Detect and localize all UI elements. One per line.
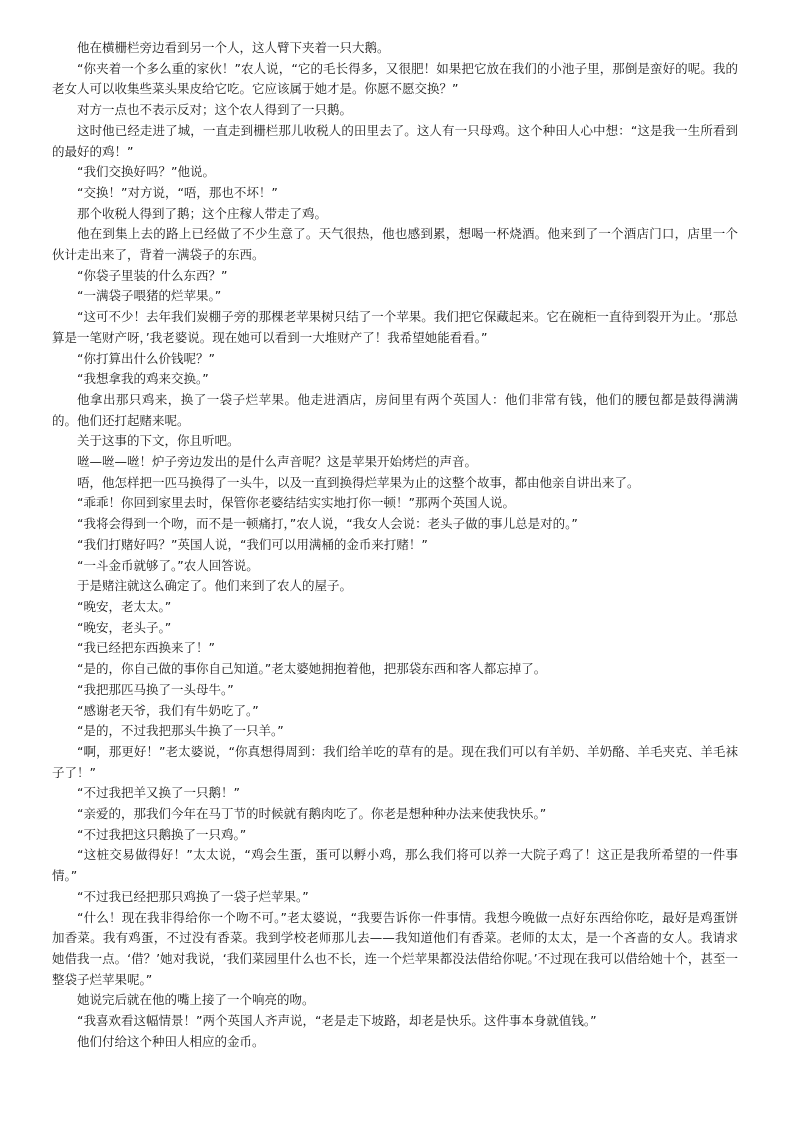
paragraph: 对方一点也不表示反对；这个农人得到了一只鹅。 xyxy=(77,102,353,118)
paragraph: “乖乖！你回到家里去时，保管你老婆结结实实地打你一顿！”那两个英国人说。 xyxy=(77,495,515,511)
paragraph: “不过我把这只鹅换了一只鸡。” xyxy=(77,826,247,842)
paragraph: “晚安，老头子。” xyxy=(77,619,172,635)
paragraph: “我已经把东西换来了！” xyxy=(77,640,215,656)
paragraph: “你袋子里装的什么东西？” xyxy=(77,267,228,283)
paragraph: “晚安，老太太。” xyxy=(77,598,172,614)
paragraph: 那个收税人得到了鹅；这个庄稼人带走了鸡。 xyxy=(77,205,328,221)
paragraph: “我把那匹马换了一头母牛。” xyxy=(77,681,234,697)
paragraph: “我将会得到一个吻，而不是一顿痛打，”农人说，“我女人会说：老头子做的事儿总是对的。” xyxy=(77,516,578,532)
paragraph: 唔，他怎样把一匹马换得了一头牛，以及一直到换得烂苹果为止的这整个故事，都由他亲自讲出来了。 xyxy=(77,474,640,490)
paragraph: 关于这事的下文，你且听吧。 xyxy=(77,433,240,449)
paragraph: “不过我把羊又换了一只鹅！” xyxy=(77,785,240,801)
paragraph: 这时他已经走进了城，一直走到栅栏那儿收税人的田里去了。这人有一只母鸡。这个种田人心中想：“这是我一生所看到的最好的鸡！” xyxy=(52,122,738,159)
paragraph: 他在横栅栏旁边看到另一个人，这人臂下夹着一只大鹅。 xyxy=(77,40,390,55)
paragraph: “不过我已经把那只鸡换了一袋子烂苹果。” xyxy=(77,888,309,904)
paragraph: 咝—咝—咝！炉子旁边发出的是什么声音呢？这是苹果开始烤烂的声音。 xyxy=(77,454,478,470)
paragraph: “我想拿我的鸡来交换。” xyxy=(77,371,209,387)
paragraph: “一斗金币就够了。”农人回答说。 xyxy=(77,557,259,573)
paragraph: “这可不少！去年我们炭棚子旁的那棵老苹果树只结了一个苹果。我们把它保藏起来。它在碗柜一直待到裂开为止。‘那总算是一笔财产呀，’我老婆说。现在她可以看到一大堆财产了！我希望她能看看。” xyxy=(52,309,738,345)
paragraph: 他拿出那只鸡来，换了一袋子烂苹果。他走进酒店，房间里有两个英国人：他们非常有钱，他们的腰包都是鼓得满满的。他们还打起赌来呢。 xyxy=(52,391,738,428)
paragraph: “什么！现在我非得给你一个吻不可。”老太婆说，“我要告诉你一件事情。我想今晚做一点好东西给你吃，最好是鸡蛋饼加香菜。我有鸡蛋，不过没有香菜。我到学校老师那儿去——我知道他们有香菜。老师的太太，是一个吝啬的女人。我请求她借我一点。‘借？’她对我说，‘我们菜园里什么也不长，连一个烂苹果都没法借给你呢。’不过现在我可以借给她十个，甚至一整袋子烂苹果呢。” xyxy=(52,909,738,987)
paragraph: “一满袋子喂猪的烂苹果。” xyxy=(77,288,222,304)
paragraph: “你打算出什么价钱呢？” xyxy=(77,350,215,366)
paragraph: “是的，不过我把那头牛换了一只羊。” xyxy=(77,723,284,739)
paragraph: 她说完后就在他的嘴上接了一个响亮的吻。 xyxy=(77,992,315,1008)
paragraph: “啊，那更好！”老太婆说，“你真想得周到：我们给羊吃的草有的是。现在我们可以有羊奶、羊奶酪、羊毛夹克、羊毛袜子了！” xyxy=(52,743,738,780)
paragraph: “感谢老天爷，我们有牛奶吃了。” xyxy=(77,702,259,718)
paragraph: “这桩交易做得好！”太太说，“鸡会生蛋，蛋可以孵小鸡，那么我们将可以养一大院子鸡了！这正是我所希望的一件事情。” xyxy=(52,847,738,884)
paragraph: “我们交换好吗？”他说。 xyxy=(77,164,215,180)
paragraph: “亲爱的，那我们今年在马丁节的时候就有鹅肉吃了。你老是想种种办法来使我快乐。” xyxy=(77,806,547,822)
paragraph: “我喜欢看这幅情景！”两个英国人齐声说，“老是走下坡路，却老是快乐。这件事本身就值钱。” xyxy=(77,1013,597,1029)
paragraph: 他们付给这个种田人相应的金币。 xyxy=(77,1033,265,1049)
paragraph: “是的，你自己做的事你自己知道。”老太婆她拥抱着他，把那袋东西和客人都忘掉了。 xyxy=(77,661,547,677)
paragraph: 于是赌注就这么确定了。他们来到了农人的屋子。 xyxy=(77,578,353,594)
paragraph: 他在到集上去的路上已经做了不少生意了。天气很热，他也感到累，想喝一杯烧酒。他来到了一个酒店门口，店里一个伙计走出来了，背着一满袋子的东西。 xyxy=(52,226,738,263)
paragraph: “你夹着一个多么重的家伙！”农人说，“它的毛长得多，又很肥！如果把它放在我们的小池子里，那倒是蛮好的呢。我的老女人可以收集些菜头果皮给它吃。它应该属于她才是。你愿不愿交换？” xyxy=(52,60,738,97)
paragraph: “交换！”对方说，“唔，那也不坏！” xyxy=(77,184,278,200)
paragraph: “我们打赌好吗？”英国人说，“我们可以用满桶的金币来打赌！” xyxy=(77,536,428,552)
